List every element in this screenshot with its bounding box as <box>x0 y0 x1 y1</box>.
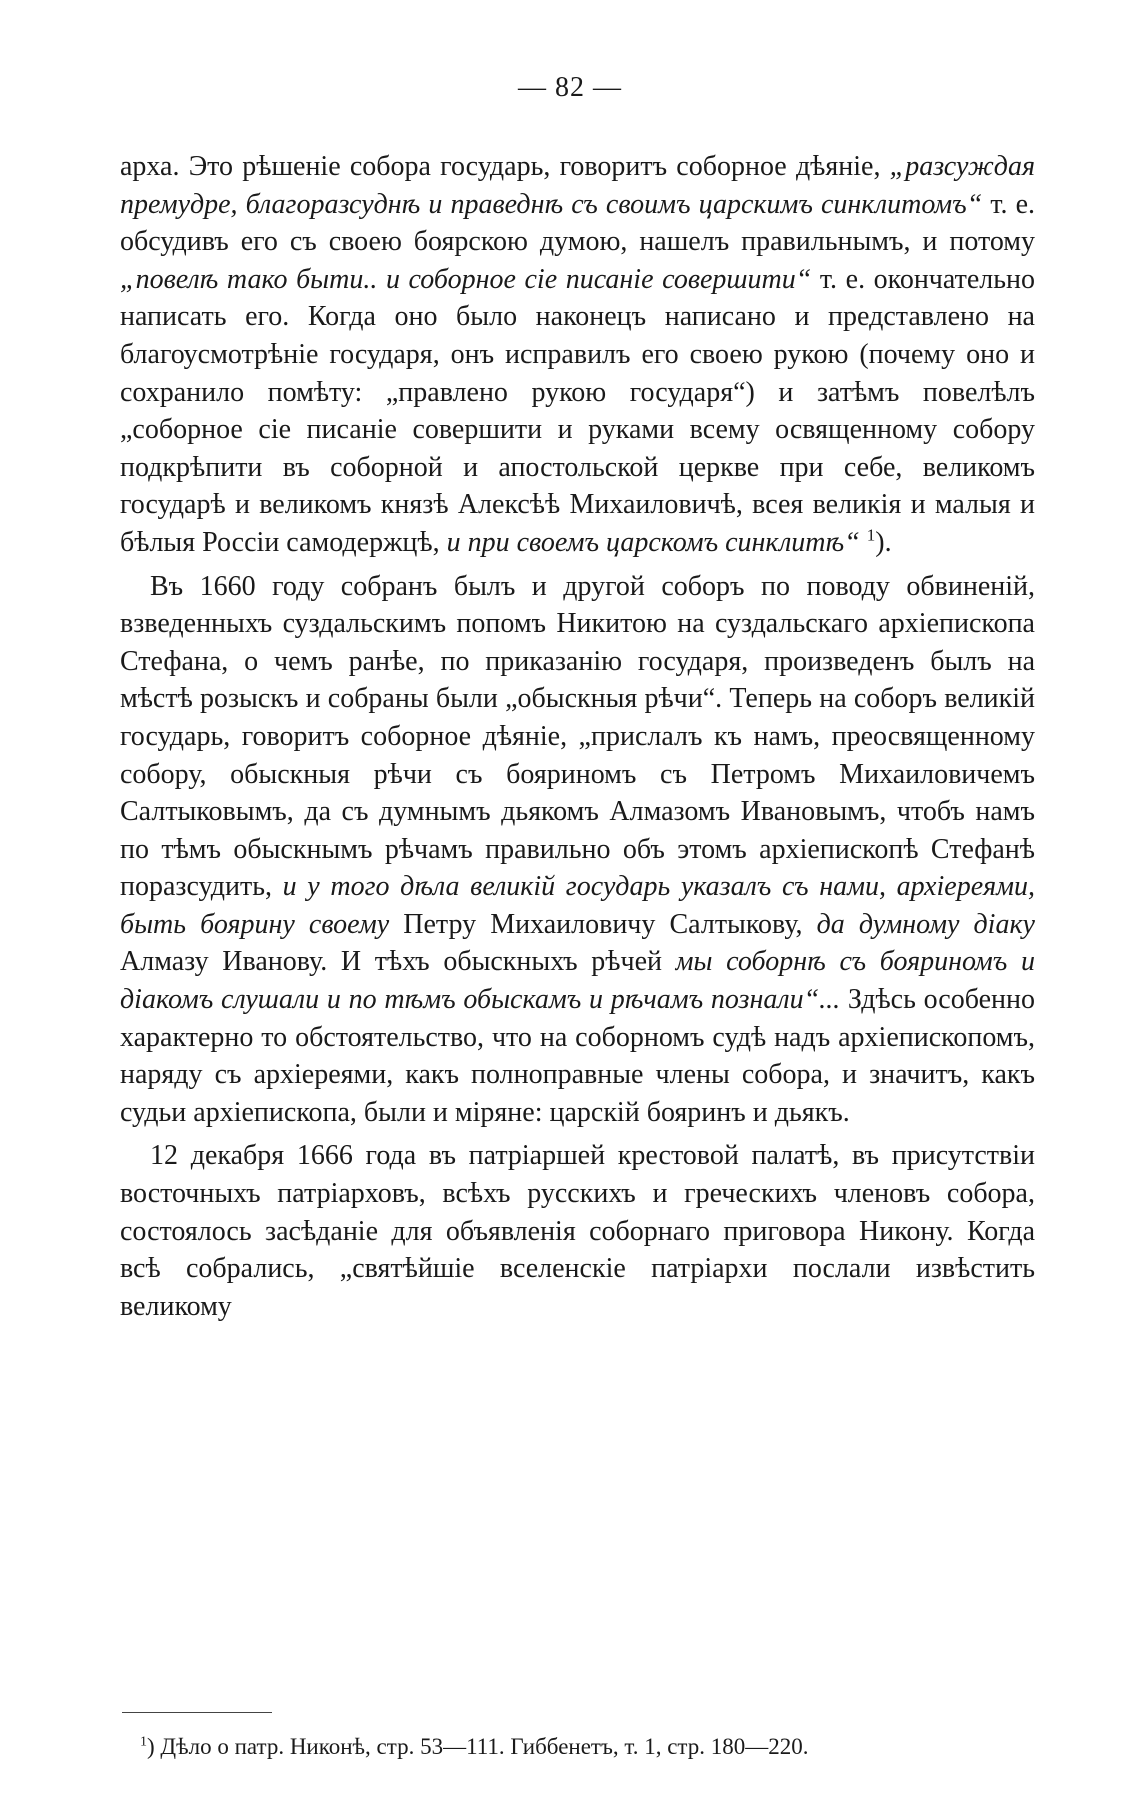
page-number: — 82 — <box>518 72 622 103</box>
text-segment: Алмазу Иванову. И тѣхъ обыскныхъ рѣчей <box>120 946 676 978</box>
italic-quote: мы соборнѣ съ бояриномъ и діакомъ слушали и по тѣмъ обыскамъ и рѣчамъ познали“... <box>120 946 1036 1016</box>
text-segment: Въ 1660 году собранъ былъ и другой соборъ по поводу обвиненій, взведенныхъ суздальскимъ попомъ Никитою на суздальскаго архіепископа Стефана, о чемъ ранѣе, по приказанію государя, произведенъ былъ на мѣстѣ розыскъ и собраны были „обыскныя рѣчи“. Теперь на соборъ великій государь, говоритъ соборное дѣяніе, „прислалъ къ намъ, преосвященному собору, обыскныя рѣчи съ бояриномъ съ Петромъ Михаиловичемъ Салтыковымъ, да съ думнымъ дьякомъ Алмазомъ Ивановымъ, чтобъ намъ по тѣмъ обыскнымъ рѣчамъ правильно объ этомъ архіепископѣ Стефанѣ поразсудить, <box>120 570 1035 903</box>
italic-quote: „повелѣ тако быти.. и соборное сіе писаніе совершити“ <box>120 263 812 295</box>
text-segment: Петру Михаиловичу Салтыкову, <box>389 908 817 940</box>
text-segment: т. е. окончательно написать его. Когда оно было наконецъ написано и представлено на благоусмотрѣніе государя, онъ исправилъ его своею рукою (почему оно и сохранило помѣту: „правлено рукою государя“) и затѣмъ повелѣлъ „соборное сіе писаніе совершити и руками всему освященному собору подкрѣпити въ соборной и апостольской церкве при себе, великомъ государѣ и великомъ князѣ Алексѣѣ Михаиловичѣ, всея великія и малыя и бѣлыя Россіи самодержцѣ, <box>120 263 1035 558</box>
footnote-reference: 1 <box>866 525 876 545</box>
italic-quote: „разсуждая премудре, благоразсуднѣ и праведнѣ съ своимъ царскимъ синклитомъ“ <box>120 151 1035 220</box>
italic-quote: и при своемъ царскомъ синклитѣ“ <box>446 526 860 558</box>
italic-quote: да думному діаку <box>816 908 1035 940</box>
footnote-marker: 1 <box>140 1734 147 1750</box>
footnote-divider <box>122 1712 272 1713</box>
paragraph <box>120 568 1035 1132</box>
paragraph <box>120 1137 1035 1325</box>
text-segment: 12 декабря 1666 года въ патріаршей крестовой палатѣ, въ присутствіи восточныхъ патріарховъ, всѣхъ русскихъ и греческихъ членовъ собора, состоялось засѣданіе для объявленія соборнаго приговора Никону. Когда всѣ собрались, „святѣйшіе вселенскіе патріархи послали извѣстить великому <box>120 1140 1035 1322</box>
text-segment: Здѣсь особенно характерно то обстоятельство, что на соборномъ судѣ надъ архіепископомъ, наряду съ архіереями, какъ полноправные члены собора, и значитъ, какъ судьи архіепископа, были и міряне: царскій бояринъ и дьякъ. <box>120 984 1036 1128</box>
footnote <box>140 1732 1020 1762</box>
text-segment: т. е. обсудивъ его съ своею боярскою думою, нашелъ правильнымъ, и потому <box>120 188 1035 258</box>
footnote-text: ) Дѣло о патр. Никонѣ, стр. 53—111. Гиббенетъ, т. 1, стр. 180—220. <box>147 1734 809 1759</box>
italic-quote: и у того дѣла великій государь указалъ съ нами, архіереями, быть боярину своему <box>120 871 1035 940</box>
paragraph <box>120 148 1035 562</box>
text-segment: арха. Это рѣшеніе собора государь, говоритъ соборное дѣяніе, <box>120 151 890 182</box>
text-segment <box>860 527 867 558</box>
text-segment: ). <box>875 526 892 558</box>
body-text <box>120 148 1035 1325</box>
